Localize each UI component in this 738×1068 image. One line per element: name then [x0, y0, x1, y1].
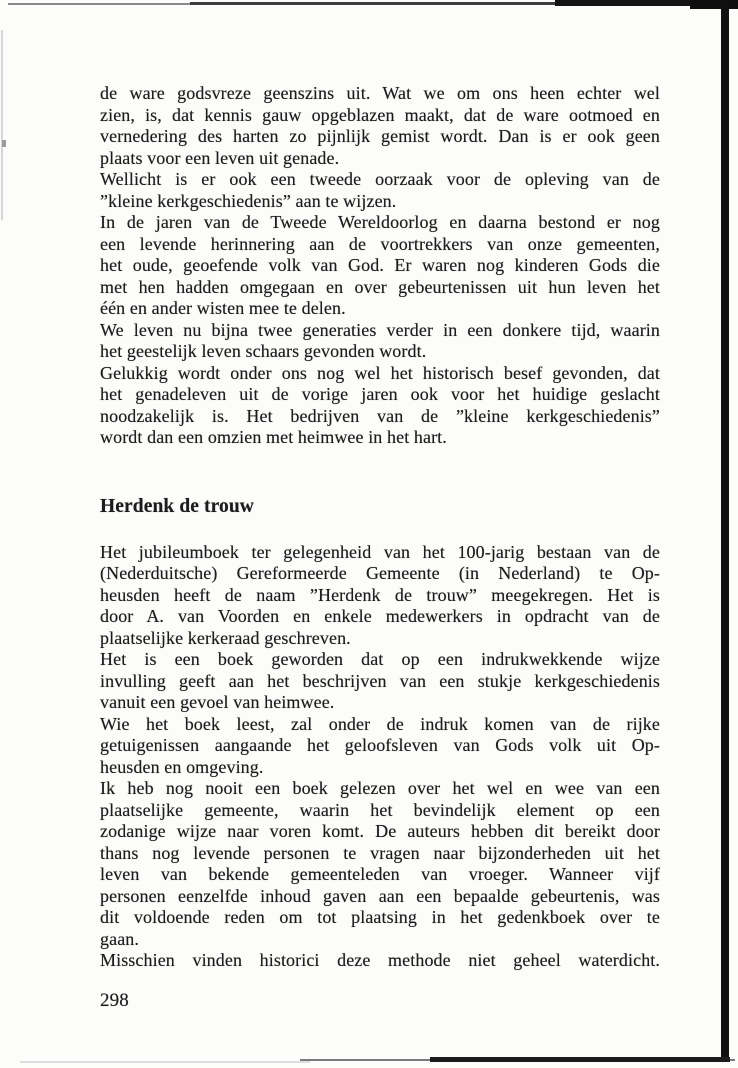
text-line: Het is een boek geworden dat op een indrukwekkende wijze: [100, 649, 660, 669]
text-line: noodzakelijk is. Het bedrijven van de ”kleine kerkgeschiedenis”: [100, 405, 660, 426]
text-line: wordt dan een omzien met heimwee in het hart.: [100, 427, 447, 447]
scan-edge-top-corner: [690, 0, 738, 9]
section-heading: Herdenk de trouw: [100, 495, 254, 517]
text-line: de ware godsvreze geenszins uit. Wat we om ons heen echter wel: [100, 83, 660, 103]
text-line: heusden en omgeving.: [100, 756, 264, 777]
text-line: zodanige wijze naar voren komt. De auteurs hebben dit bereikt door: [100, 821, 660, 841]
paragraph: [100, 212, 660, 320]
text-line: door A. van Voorden en enkele medewerkers in opdracht van de: [100, 606, 660, 626]
text-line: Gelukkig wordt onder ons nog wel het historisch besef gevonden, dat: [100, 362, 660, 383]
page-number: 298: [100, 989, 129, 1011]
paragraph: [100, 649, 660, 714]
text-line: Ik heb nog nooit een boek gelezen over het wel en wee van een: [100, 778, 660, 798]
scan-edge-right-bar: [721, 0, 729, 1062]
text-column: [100, 83, 660, 1012]
paragraph: [100, 169, 660, 212]
text-line: met hen hadden omgegaan en over gebeurtenissen uit hun leven het: [100, 276, 660, 297]
paragraph: [100, 714, 660, 779]
text-line: het geestelijk leven schaars gevonden wordt.: [100, 341, 427, 361]
text-line: getuigenissen aangaande het geloofsleven van Gods volk uit Op-: [100, 735, 660, 755]
text-line: Het jubileumboek ter gelegenheid van het 100-jarig bestaan van de: [100, 541, 660, 562]
scan-edge-left-faint: [1, 30, 3, 220]
text-line: een levende herinnering aan de voortrekkers van onze gemeenten,: [100, 233, 660, 254]
text-line: vanuit een gevoel van heimwee.: [100, 692, 335, 712]
paragraph: [100, 320, 660, 363]
text-line: Wellicht is er ook een tweede oorzaak voor de opleving van de: [100, 169, 660, 189]
text-line: ”kleine kerkgeschiedenis” aan te wijzen.: [100, 190, 397, 211]
text-line: Misschien vinden historici deze methode niet geheel waterdicht.: [100, 950, 660, 970]
text-line: personen eenzelfde inhoud gaven aan een bepaalde gebeurtenis, was: [100, 885, 660, 906]
text-line: leven van bekende gemeenteleden van vroeger. Wanneer vijf: [100, 864, 660, 884]
text-line: Wie het boek leest, zal onder de indruk komen van de rijke: [100, 713, 660, 734]
text-line: plaatselijke gemeente, waarin het bevindelijk element op een: [100, 799, 660, 820]
scan-speck: [2, 140, 6, 147]
scan-edge-bottom-left: [20, 1061, 310, 1063]
text-line: thans nog levende personen te vragen naar bijzonderheden uit het: [100, 842, 660, 863]
text-line: plaats voor een leven uit genade.: [100, 147, 340, 168]
text-line: dit voldoende reden om tot plaatsing in het gedenkboek over te: [100, 907, 660, 927]
text-line: We leven nu bijna twee generaties verder in een donkere tijd, waarin: [100, 319, 660, 340]
paragraph: [100, 363, 660, 449]
scan-edge-top-left: [8, 3, 190, 5]
text-line: vernedering des harten zo pijnlijk gemist wordt. Dan is er ook geen: [100, 126, 660, 146]
text-line: In de jaren van de Tweede Wereldoorlog en daarna bestond er nog: [100, 212, 660, 232]
text-line: gaan.: [100, 928, 139, 949]
text-line: plaatselijke kerkeraad geschreven.: [100, 627, 351, 648]
text-line: zien, is, dat kennis gauw opgeblazen maakt, dat de ware ootmoed en: [100, 104, 660, 125]
text-line: invulling geeft aan het beschrijven van een stukje kerkgeschiedenis: [100, 670, 660, 691]
text-line: één en ander wisten mee te delen.: [100, 298, 346, 318]
paragraph: [100, 778, 660, 950]
paragraph: [100, 83, 660, 169]
text-line: (Nederduitsche) Gereformeerde Gemeente (in Nederland) te Op-: [100, 563, 660, 583]
paragraph: [100, 542, 660, 650]
text-line: heusden heeft de naam ”Herdenk de trouw” meegekregen. Het is: [100, 584, 660, 605]
scan-edge-top-middle: [190, 2, 560, 5]
paragraph: [100, 950, 660, 972]
text-line: het oude, geoefende volk van God. Er waren nog kinderen Gods die: [100, 255, 660, 275]
scan-edge-bottom-right: [430, 1057, 730, 1062]
text-line: het genadeleven uit de vorige jaren ook voor het huidige geslacht: [100, 384, 660, 404]
